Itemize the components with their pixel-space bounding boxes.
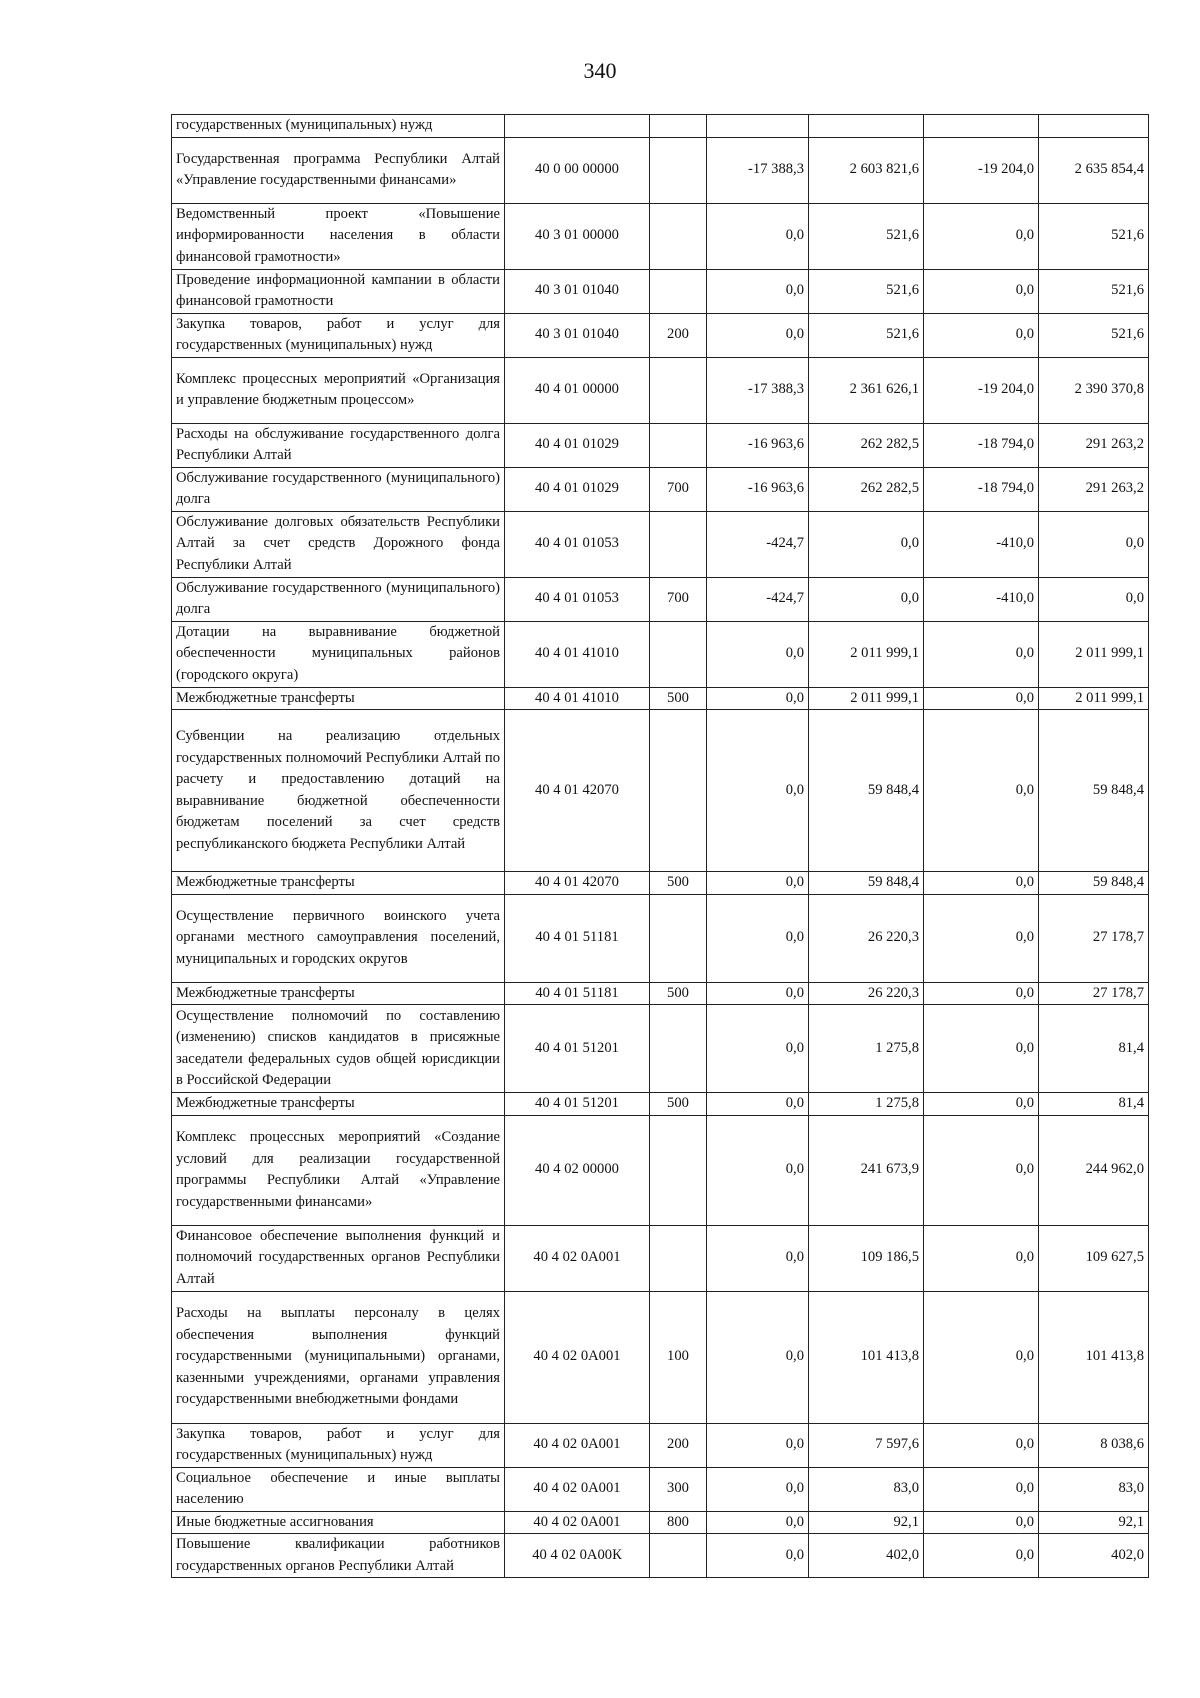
cell-name: Расходы на обслуживание государственного долга Республики Алтай bbox=[172, 423, 505, 467]
cell-name: Межбюджетные трансферты bbox=[172, 982, 505, 1005]
table-row bbox=[172, 1093, 1149, 1116]
cell-target-code: 40 4 02 0А00К bbox=[505, 1534, 650, 1578]
cell-expense-type bbox=[650, 1225, 707, 1291]
cell-amount-3: 0,0 bbox=[924, 621, 1039, 687]
cell-amount-1: 0,0 bbox=[707, 687, 809, 710]
cell-name: Расходы на выплаты персоналу в целях обеспечения выполнения функций государственными (муниципальными) органами, казенными учреждениями, органами управления государственными внебюджетными фондами bbox=[172, 1291, 505, 1423]
cell-expense-type bbox=[650, 1534, 707, 1578]
cell-amount-2: 83,0 bbox=[809, 1467, 924, 1511]
cell-amount-4: 2 390 370,8 bbox=[1039, 357, 1149, 423]
cell-target-code: 40 4 01 51181 bbox=[505, 982, 650, 1005]
cell-amount-2: 402,0 bbox=[809, 1534, 924, 1578]
cell-amount-1: 0,0 bbox=[707, 1423, 809, 1467]
cell-name: Повышение квалификации работников государственных органов Республики Алтай bbox=[172, 1534, 505, 1578]
cell-amount-3: 0,0 bbox=[924, 1534, 1039, 1578]
cell-amount-4: 59 848,4 bbox=[1039, 872, 1149, 895]
cell-expense-type: 500 bbox=[650, 982, 707, 1005]
cell-amount-1: 0,0 bbox=[707, 1467, 809, 1511]
cell-amount-2: 0,0 bbox=[809, 577, 924, 621]
cell-expense-type: 500 bbox=[650, 687, 707, 710]
cell-amount-4: 27 178,7 bbox=[1039, 894, 1149, 982]
cell-expense-type bbox=[650, 894, 707, 982]
table-row bbox=[172, 1534, 1149, 1578]
cell-amount-1: 0,0 bbox=[707, 1115, 809, 1225]
cell-amount-4: 101 413,8 bbox=[1039, 1291, 1149, 1423]
cell-amount-2: 7 597,6 bbox=[809, 1423, 924, 1467]
cell-target-code: 40 4 01 51181 bbox=[505, 894, 650, 982]
cell-amount-1: -424,7 bbox=[707, 577, 809, 621]
cell-amount-2: 92,1 bbox=[809, 1511, 924, 1534]
cell-name: Межбюджетные трансферты bbox=[172, 687, 505, 710]
cell-amount-3: 0,0 bbox=[924, 1115, 1039, 1225]
cell-amount-1 bbox=[707, 115, 809, 138]
cell-name: государственных (муниципальных) нужд bbox=[172, 115, 505, 138]
cell-expense-type bbox=[650, 203, 707, 269]
cell-expense-type: 500 bbox=[650, 1093, 707, 1116]
cell-expense-type: 300 bbox=[650, 1467, 707, 1511]
cell-amount-4: 59 848,4 bbox=[1039, 710, 1149, 872]
cell-name: Закупка товаров, работ и услуг для государственных (муниципальных) нужд bbox=[172, 1423, 505, 1467]
cell-amount-4: 8 038,6 bbox=[1039, 1423, 1149, 1467]
cell-amount-3: 0,0 bbox=[924, 1423, 1039, 1467]
cell-amount-3: 0,0 bbox=[924, 313, 1039, 357]
cell-expense-type: 800 bbox=[650, 1511, 707, 1534]
cell-target-code: 40 4 01 51201 bbox=[505, 1005, 650, 1093]
cell-expense-type: 500 bbox=[650, 872, 707, 895]
cell-name: Социальное обеспечение и иные выплаты населению bbox=[172, 1467, 505, 1511]
cell-amount-2: 521,6 bbox=[809, 269, 924, 313]
table-row bbox=[172, 269, 1149, 313]
cell-name: Ведомственный проект «Повышение информированности населения в области финансовой грамотности» bbox=[172, 203, 505, 269]
cell-target-code: 40 4 02 0А001 bbox=[505, 1467, 650, 1511]
cell-amount-3: -19 204,0 bbox=[924, 357, 1039, 423]
cell-amount-3: 0,0 bbox=[924, 1511, 1039, 1534]
cell-expense-type: 200 bbox=[650, 1423, 707, 1467]
cell-amount-4: 81,4 bbox=[1039, 1005, 1149, 1093]
cell-amount-3: 0,0 bbox=[924, 982, 1039, 1005]
cell-amount-2 bbox=[809, 115, 924, 138]
cell-amount-4: 521,6 bbox=[1039, 313, 1149, 357]
cell-name: Государственная программа Республики Алтай «Управление государственными финансами» bbox=[172, 137, 505, 203]
cell-target-code: 40 4 01 00000 bbox=[505, 357, 650, 423]
cell-name: Обслуживание государственного (муниципального) долга bbox=[172, 467, 505, 511]
cell-amount-3: 0,0 bbox=[924, 1225, 1039, 1291]
table-row bbox=[172, 1423, 1149, 1467]
cell-amount-3: -19 204,0 bbox=[924, 137, 1039, 203]
table-row bbox=[172, 1291, 1149, 1423]
cell-amount-2: 262 282,5 bbox=[809, 423, 924, 467]
cell-amount-2: 2 011 999,1 bbox=[809, 621, 924, 687]
table-row bbox=[172, 1005, 1149, 1093]
cell-amount-4: 109 627,5 bbox=[1039, 1225, 1149, 1291]
cell-amount-1: -17 388,3 bbox=[707, 137, 809, 203]
cell-amount-4: 0,0 bbox=[1039, 577, 1149, 621]
cell-amount-3: 0,0 bbox=[924, 1093, 1039, 1116]
cell-amount-2: 262 282,5 bbox=[809, 467, 924, 511]
table-row bbox=[172, 1467, 1149, 1511]
cell-amount-2: 2 361 626,1 bbox=[809, 357, 924, 423]
cell-name: Межбюджетные трансферты bbox=[172, 872, 505, 895]
table-row bbox=[172, 357, 1149, 423]
cell-expense-type: 200 bbox=[650, 313, 707, 357]
cell-expense-type bbox=[650, 137, 707, 203]
cell-expense-type: 700 bbox=[650, 577, 707, 621]
cell-target-code: 40 3 01 01040 bbox=[505, 313, 650, 357]
table-row bbox=[172, 872, 1149, 895]
table-row bbox=[172, 1225, 1149, 1291]
cell-name: Межбюджетные трансферты bbox=[172, 1093, 505, 1116]
cell-name: Комплекс процессных мероприятий «Создание условий для реализации государственной программы Республики Алтай «Управление государственными финансами» bbox=[172, 1115, 505, 1225]
cell-amount-1: 0,0 bbox=[707, 269, 809, 313]
cell-amount-2: 521,6 bbox=[809, 313, 924, 357]
cell-expense-type bbox=[650, 710, 707, 872]
cell-target-code: 40 4 02 0А001 bbox=[505, 1225, 650, 1291]
cell-target-code: 40 4 02 00000 bbox=[505, 1115, 650, 1225]
table-row bbox=[172, 710, 1149, 872]
cell-amount-3: 0,0 bbox=[924, 894, 1039, 982]
cell-amount-2: 2 011 999,1 bbox=[809, 687, 924, 710]
cell-amount-1: -17 388,3 bbox=[707, 357, 809, 423]
cell-amount-1: 0,0 bbox=[707, 1005, 809, 1093]
cell-amount-3: 0,0 bbox=[924, 687, 1039, 710]
table-row bbox=[172, 511, 1149, 577]
cell-expense-type: 100 bbox=[650, 1291, 707, 1423]
table-row bbox=[172, 1511, 1149, 1534]
cell-amount-4: 291 263,2 bbox=[1039, 423, 1149, 467]
cell-target-code: 40 4 01 41010 bbox=[505, 621, 650, 687]
cell-name: Иные бюджетные ассигнования bbox=[172, 1511, 505, 1534]
cell-expense-type bbox=[650, 115, 707, 138]
table-row bbox=[172, 577, 1149, 621]
cell-amount-4: 27 178,7 bbox=[1039, 982, 1149, 1005]
cell-expense-type bbox=[650, 1005, 707, 1093]
cell-target-code: 40 0 00 00000 bbox=[505, 137, 650, 203]
cell-name: Закупка товаров, работ и услуг для государственных (муниципальных) нужд bbox=[172, 313, 505, 357]
table-row bbox=[172, 982, 1149, 1005]
cell-amount-4: 2 635 854,4 bbox=[1039, 137, 1149, 203]
cell-amount-1: 0,0 bbox=[707, 1225, 809, 1291]
table-row bbox=[172, 203, 1149, 269]
cell-expense-type bbox=[650, 269, 707, 313]
table-row bbox=[172, 894, 1149, 982]
cell-name: Обслуживание долговых обязательств Республики Алтай за счет средств Дорожного фонда Республики Алтай bbox=[172, 511, 505, 577]
budget-table bbox=[171, 114, 1149, 1578]
cell-amount-2: 521,6 bbox=[809, 203, 924, 269]
cell-expense-type bbox=[650, 511, 707, 577]
table-row bbox=[172, 137, 1149, 203]
cell-target-code: 40 4 01 42070 bbox=[505, 872, 650, 895]
cell-amount-1: -16 963,6 bbox=[707, 423, 809, 467]
cell-target-code: 40 4 02 0А001 bbox=[505, 1423, 650, 1467]
table-row bbox=[172, 423, 1149, 467]
table-row bbox=[172, 313, 1149, 357]
cell-expense-type bbox=[650, 621, 707, 687]
cell-amount-2: 26 220,3 bbox=[809, 894, 924, 982]
cell-amount-2: 101 413,8 bbox=[809, 1291, 924, 1423]
cell-amount-1: 0,0 bbox=[707, 894, 809, 982]
cell-amount-1: 0,0 bbox=[707, 872, 809, 895]
cell-amount-4: 244 962,0 bbox=[1039, 1115, 1149, 1225]
cell-target-code: 40 4 02 0А001 bbox=[505, 1291, 650, 1423]
cell-amount-4: 92,1 bbox=[1039, 1511, 1149, 1534]
cell-expense-type bbox=[650, 423, 707, 467]
cell-target-code: 40 4 01 42070 bbox=[505, 710, 650, 872]
cell-name: Субвенции на реализацию отдельных государственных полномочий Республики Алтай по расчету и предоставлению дотаций на выравнивание бюджетной обеспеченности бюджетам поселений за счет средств республиканского бюджета Республики Алтай bbox=[172, 710, 505, 872]
cell-expense-type bbox=[650, 357, 707, 423]
cell-amount-2: 1 275,8 bbox=[809, 1093, 924, 1116]
cell-target-code: 40 4 01 01053 bbox=[505, 577, 650, 621]
cell-target-code: 40 4 01 01053 bbox=[505, 511, 650, 577]
cell-amount-3: 0,0 bbox=[924, 872, 1039, 895]
cell-amount-3: 0,0 bbox=[924, 1291, 1039, 1423]
cell-amount-1: -16 963,6 bbox=[707, 467, 809, 511]
table-row bbox=[172, 687, 1149, 710]
cell-amount-3: 0,0 bbox=[924, 269, 1039, 313]
cell-amount-2: 59 848,4 bbox=[809, 872, 924, 895]
cell-target-code: 40 4 01 51201 bbox=[505, 1093, 650, 1116]
table-row bbox=[172, 621, 1149, 687]
cell-target-code bbox=[505, 115, 650, 138]
table-row bbox=[172, 115, 1149, 138]
cell-amount-1: 0,0 bbox=[707, 313, 809, 357]
page-number: 340 bbox=[583, 58, 617, 83]
cell-amount-3: -410,0 bbox=[924, 577, 1039, 621]
cell-amount-4: 402,0 bbox=[1039, 1534, 1149, 1578]
cell-target-code: 40 3 01 01040 bbox=[505, 269, 650, 313]
cell-amount-1: 0,0 bbox=[707, 203, 809, 269]
cell-amount-1: 0,0 bbox=[707, 1511, 809, 1534]
cell-target-code: 40 3 01 00000 bbox=[505, 203, 650, 269]
cell-amount-4: 291 263,2 bbox=[1039, 467, 1149, 511]
cell-amount-3 bbox=[924, 115, 1039, 138]
cell-target-code: 40 4 01 01029 bbox=[505, 423, 650, 467]
cell-amount-2: 241 673,9 bbox=[809, 1115, 924, 1225]
cell-expense-type bbox=[650, 1115, 707, 1225]
cell-amount-4: 2 011 999,1 bbox=[1039, 687, 1149, 710]
cell-name: Комплекс процессных мероприятий «Организация и управление бюджетным процессом» bbox=[172, 357, 505, 423]
cell-amount-4: 81,4 bbox=[1039, 1093, 1149, 1116]
cell-name: Проведение информационной кампании в области финансовой грамотности bbox=[172, 269, 505, 313]
cell-name: Дотации на выравнивание бюджетной обеспеченности муниципальных районов (городского округа) bbox=[172, 621, 505, 687]
cell-amount-4: 521,6 bbox=[1039, 269, 1149, 313]
cell-amount-4: 0,0 bbox=[1039, 511, 1149, 577]
cell-target-code: 40 4 02 0А001 bbox=[505, 1511, 650, 1534]
cell-target-code: 40 4 01 01029 bbox=[505, 467, 650, 511]
cell-amount-1: 0,0 bbox=[707, 1291, 809, 1423]
cell-amount-1: -424,7 bbox=[707, 511, 809, 577]
cell-amount-2: 1 275,8 bbox=[809, 1005, 924, 1093]
cell-name: Осуществление первичного воинского учета органами местного самоуправления поселений, муниципальных и городских округов bbox=[172, 894, 505, 982]
cell-amount-4: 83,0 bbox=[1039, 1467, 1149, 1511]
cell-amount-1: 0,0 bbox=[707, 621, 809, 687]
table-row bbox=[172, 1115, 1149, 1225]
cell-amount-3: 0,0 bbox=[924, 1467, 1039, 1511]
cell-expense-type: 700 bbox=[650, 467, 707, 511]
table-row bbox=[172, 467, 1149, 511]
cell-amount-3: 0,0 bbox=[924, 710, 1039, 872]
cell-amount-2: 2 603 821,6 bbox=[809, 137, 924, 203]
cell-amount-4: 521,6 bbox=[1039, 203, 1149, 269]
cell-amount-1: 0,0 bbox=[707, 982, 809, 1005]
cell-name: Обслуживание государственного (муниципального) долга bbox=[172, 577, 505, 621]
cell-amount-4: 2 011 999,1 bbox=[1039, 621, 1149, 687]
cell-amount-2: 59 848,4 bbox=[809, 710, 924, 872]
cell-amount-4 bbox=[1039, 115, 1149, 138]
cell-amount-3: -18 794,0 bbox=[924, 423, 1039, 467]
cell-amount-3: 0,0 bbox=[924, 1005, 1039, 1093]
cell-amount-1: 0,0 bbox=[707, 1093, 809, 1116]
cell-amount-3: -18 794,0 bbox=[924, 467, 1039, 511]
cell-amount-3: 0,0 bbox=[924, 203, 1039, 269]
cell-amount-1: 0,0 bbox=[707, 710, 809, 872]
cell-amount-1: 0,0 bbox=[707, 1534, 809, 1578]
cell-name: Финансовое обеспечение выполнения функций и полномочий государственных органов Республики Алтай bbox=[172, 1225, 505, 1291]
cell-amount-2: 26 220,3 bbox=[809, 982, 924, 1005]
cell-amount-2: 0,0 bbox=[809, 511, 924, 577]
cell-amount-2: 109 186,5 bbox=[809, 1225, 924, 1291]
cell-target-code: 40 4 01 41010 bbox=[505, 687, 650, 710]
cell-amount-3: -410,0 bbox=[924, 511, 1039, 577]
cell-name: Осуществление полномочий по составлению (изменению) списков кандидатов в присяжные заседатели федеральных судов общей юрисдикции в Российской Федерации bbox=[172, 1005, 505, 1093]
